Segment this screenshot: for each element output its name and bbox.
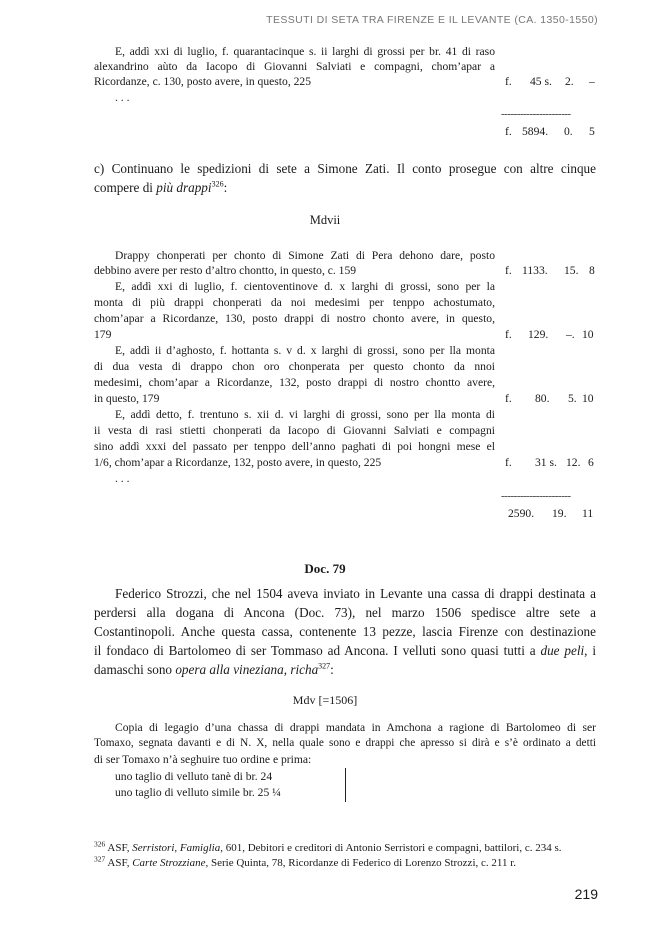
paragraph-c-line2: compere di più drappi$^{326}$: (94, 179, 228, 195)
text-line: di ser Tomaxo n’à seghuire tuo ordine e prima: (94, 753, 312, 766)
text-line: di dua vesta di drappo chon oro chonperata per questo chonto da nnoi (94, 360, 495, 373)
text-line: debbino avere per resto d’altro chontto, in questo, c. 159 (94, 264, 357, 277)
amount-value: 5. (568, 392, 577, 405)
text-line: E, addì xxi di luglio, f. quarantacinque s. ii larghi di grossi per br. 41 di raso (115, 45, 495, 58)
amount-value: 5894. (522, 125, 549, 138)
amount-value: – (589, 75, 595, 88)
amount-value: 5 (589, 125, 595, 138)
doc-para-line: il fondaco di Bartolomeo di ser Tommaso ad Ancona. I velluti sono quasi tutti a due peli, i (94, 643, 596, 658)
amount-florin: f. (505, 264, 512, 277)
text-line: monta di più drappi chonperati da noi medesimi per tenppo achostumato, (94, 296, 495, 309)
ellipsis: . . . (115, 472, 130, 485)
amount-value: 10 (582, 328, 594, 341)
amount-value: 15. (564, 264, 579, 277)
paragraph-c-line1: c) Continuano le spedizioni di sete a Simone Zati. Il conto prosegue con altre cinque (94, 161, 596, 176)
text-line: ii vesta di rasi stietti chonperati da Iacopo di Giovanni Salviati e compagni (94, 424, 495, 437)
amount-value: 0. (564, 125, 573, 138)
amount-value: 2. (565, 75, 574, 88)
amount-florin: f. (505, 392, 512, 405)
amount-florin: f. (505, 125, 512, 138)
amount-value: 11 (582, 507, 594, 520)
amount-value: 1133. (522, 264, 548, 277)
text-line: chom’apar a Ricordanze, 130, posto drappi di nostro chonto avere, in questo, (94, 312, 495, 325)
amount-value: 45 s. (530, 75, 552, 88)
amount-value: 129. (528, 328, 549, 341)
doc-para-line: damaschi sono opera alla vineziana, richa$^{327}$: (94, 661, 334, 677)
heading-mdvii: Mdvii (309, 213, 341, 227)
amount-value: 2590. (508, 507, 535, 520)
amount-value: 19. (552, 507, 567, 520)
text-line: E, addì ii d’aghosto, f. hottanta s. v d. x larghi di grossi, sono per lla monta (115, 344, 495, 357)
footnote: $^{327}$ ASF, Carte Strozziane, Serie Quinta, 78, Ricordanze di Federico di Lorenzo Strozzi, c. 211 r. (94, 854, 517, 869)
text-line: Tomaxo, segnata davanti e di N. X, nella quale sono e drappi che apresso si dirà e s’è ordinato a detti (94, 737, 596, 749)
amount-florin: f. (505, 75, 512, 88)
doc-para-line: Federico Strozzi, che nel 1504 aveva inviato in Levante una cassa di drappi destinata a (115, 586, 596, 601)
ellipsis: . . . (115, 91, 130, 104)
text-line: Copia di legagio d’una chassa di drappi mandata in Amchona a ragione di Bartolomeo di ser (115, 721, 596, 734)
text-line: in questo, 179 (94, 392, 160, 405)
sum-rule: ---------------------- (501, 490, 571, 502)
amount-value: 31 s. (535, 456, 557, 469)
amount-value: 6 (588, 456, 594, 469)
doc-para-line: Costantinopoli. Anche questa cassa, contenente 13 pezze, lascia Firenze con destinazione (94, 624, 596, 639)
heading-mdv: Mdv [=1506] (292, 693, 358, 707)
text-line: sino addì xxxi del passato per tenppo dell’anno paghati di poi hongni mese el (94, 440, 495, 453)
text-line: Ricordanze, c. 130, posto avere, in questo, 225 (94, 75, 312, 88)
amount-value: 10 (582, 392, 594, 405)
bracket-rule (345, 768, 346, 802)
text-line: medesimi, chom’apar a Ricordanze, 132, posto drappi di nostro chontto avere, (94, 376, 495, 389)
text-line: alexandrino aùto da Iacopo di Giovanni Salviati e compagni, chom’apar a (94, 60, 495, 73)
running-head: TESSUTI DI SETA TRA FIRENZE E IL LEVANTE (CA. 1350-1550) (266, 14, 598, 26)
amount-value: 80. (535, 392, 550, 405)
list-item: uno taglio di velluto tanè di br. 24 (115, 770, 273, 783)
amount-value: –. (566, 328, 575, 341)
list-item: uno taglio di velluto simile br. 25 ¼ (115, 786, 281, 799)
page-number: 219 (574, 886, 598, 902)
text-line: 179 (94, 328, 112, 341)
doc-heading: Doc. 79 (304, 561, 346, 576)
sum-rule: ---------------------- (501, 108, 571, 120)
footnote: $^{326}$ ASF, Serristori, Famiglia, 601, Debitori e creditori di Antonio Serristori e compagni, battilori, c. 234 s. (94, 839, 562, 854)
amount-value: 12. (566, 456, 581, 469)
text-line: E, addì detto, f. trentuno s. xii d. vi larghi di grossi, sono per lla monta di (115, 408, 495, 421)
amount-florin: f. (505, 328, 512, 341)
amount-value: 8 (589, 264, 595, 277)
text-line: 1/6, chom’apar a Ricordanze, 132, posto avere, in questo, 225 (94, 456, 382, 469)
text-line: Drappy chonperati per chonto di Simone Zati di Pera dehono dare, posto (115, 249, 495, 262)
doc-para-line: perdersi alla dogana di Ancona (Doc. 73), nel marzo 1506 spedisce altre sete a (94, 605, 596, 620)
amount-florin: f. (505, 456, 512, 469)
text-line: E, addì xxi di luglio, f. cientoventinove d. x larghi di grossi, sono per la (115, 280, 495, 293)
